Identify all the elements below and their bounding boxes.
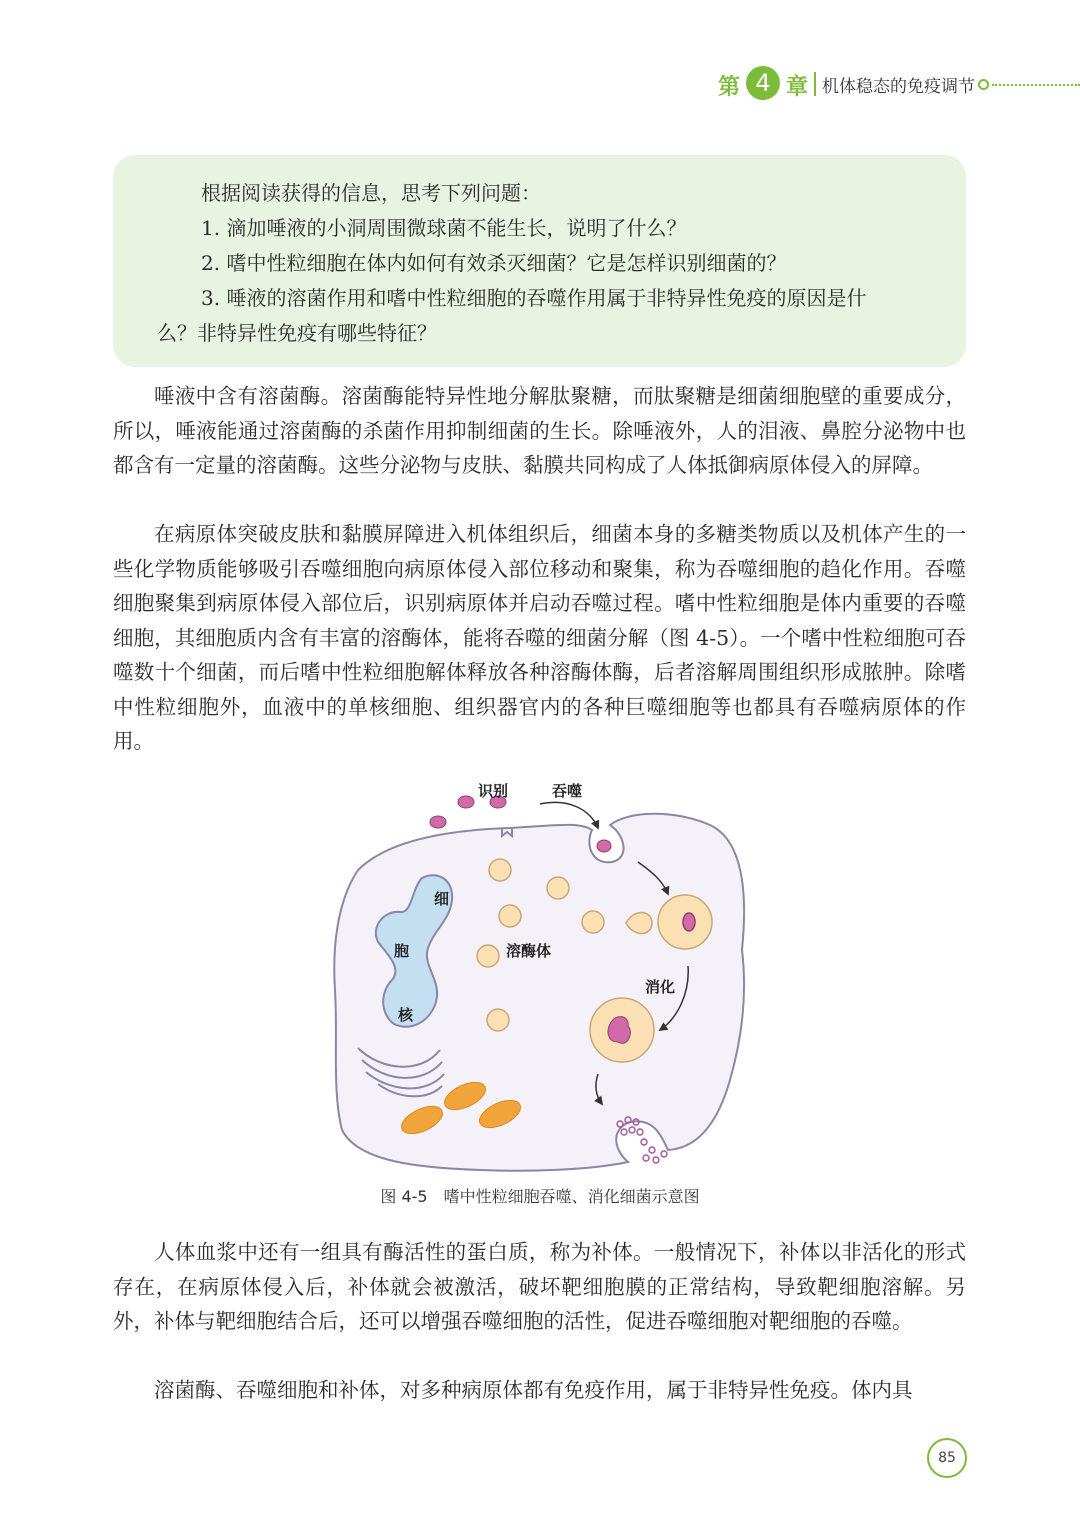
label-engulf: 吞噬 bbox=[552, 782, 583, 800]
paragraph-text: 在病原体突破皮肤和黏膜屏障进入机体组织后，细菌本身的多糖类物质以及机体产生的一些化学物质能够吸引吞噬细胞向病原体侵入部位移动和聚集，称为吞噬细胞的趋化作用。吞噬细胞聚集到病原体侵入部位后，识别病原体并启动吞噬过程。嗜中性粒细胞是体内重要的吞噬细胞，其细胞质内含有丰富的溶酶体，能将吞噬的细菌分解（图 4-5）。一个嗜中性粒细胞可吞噬数十个细菌，而后嗜中性粒细胞解体释放各种溶酶体酶，后者溶解周围组织形成脓肿。除嗜中性粒细胞外，血液中的单核细胞、组织器官内的各种巨噬细胞等也都具有吞噬病原体的作用。 bbox=[113, 522, 966, 753]
label-recognize: 识别 bbox=[478, 782, 509, 800]
question-3-line-2: 么？非特异性免疫有哪些特征？ bbox=[157, 321, 437, 345]
neutrophil-phagocytosis-diagram bbox=[330, 770, 760, 1180]
figure-caption: 图 4-5 嗜中性粒细胞吞噬、消化细菌示意图 bbox=[380, 1187, 700, 1206]
label-nucleus-2: 胞 bbox=[394, 942, 410, 960]
lysosome bbox=[487, 1009, 509, 1031]
bacterium bbox=[430, 816, 446, 828]
bacterium-being-engulfed bbox=[597, 840, 611, 852]
header-dotted-line bbox=[992, 84, 1080, 86]
question-1: 1. 滴加唾液的小洞周围微球菌不能生长，说明了什么？ bbox=[201, 216, 687, 240]
question-2: 2. 嗜中性粒细胞在体内如何有效杀灭细菌？它是怎样识别细菌的？ bbox=[201, 251, 787, 275]
paragraph-complement bbox=[113, 1235, 966, 1339]
paragraph-text: 溶菌酶、吞噬细胞和补体，对多种病原体都有免疫作用，属于非特异性免疫。体内具 bbox=[154, 1378, 913, 1402]
paragraph-text: 人体血浆中还有一组具有酶活性的蛋白质，称为补体。一般情况下，补体以非活化的形式存在，在病原体侵入后，补体就会被激活，破坏靶细胞膜的正常结构，导致靶细胞溶解。另外，补体与靶细胞结合后，还可以增强吞噬细胞的活性，促进吞噬细胞对靶细胞的吞噬。 bbox=[113, 1240, 966, 1333]
label-nucleus-3: 核 bbox=[398, 1006, 414, 1024]
label-nucleus-1: 细 bbox=[434, 890, 450, 908]
lysosome bbox=[547, 877, 569, 899]
lysosome bbox=[489, 859, 511, 881]
chapter-suffix: 章 bbox=[786, 75, 809, 100]
paragraph-nonspecific bbox=[113, 1373, 966, 1408]
question-3-line-1: 3. 唾液的溶菌作用和嗜中性粒细胞的吞噬作用属于非特异性免疫的原因是什 bbox=[201, 286, 867, 310]
paragraph-lysozyme bbox=[113, 379, 966, 483]
bacteria-outside bbox=[430, 796, 506, 828]
page-number: 85 bbox=[927, 1438, 967, 1478]
bacterium bbox=[458, 796, 474, 808]
question-box bbox=[113, 155, 966, 367]
question-intro: 根据阅读获得的信息，思考下列问题： bbox=[201, 181, 541, 205]
paragraph-text: 唾液中含有溶菌酶。溶菌酶能特异性地分解肽聚糖，而肽聚糖是细菌细胞壁的重要成分，所以，唾液能通过溶菌酶的杀菌作用抑制细菌的生长。除唾液外，人的泪液、鼻腔分泌物中也都含有一定量的溶菌酶。这些分泌物与皮肤、黏膜共同构成了人体抵御病原体侵入的屏障。 bbox=[113, 384, 966, 477]
label-lysosome: 溶酶体 bbox=[506, 942, 552, 960]
lysosome bbox=[477, 945, 499, 967]
chapter-prefix: 第 bbox=[718, 75, 741, 100]
chapter-number-badge: 4 bbox=[746, 66, 780, 100]
paragraph-phagocytosis bbox=[113, 517, 966, 759]
header-divider bbox=[814, 72, 816, 96]
header-dot-icon bbox=[978, 79, 989, 90]
lysosome bbox=[582, 911, 604, 933]
chapter-title: 机体稳态的免疫调节 bbox=[822, 77, 975, 97]
label-digest: 消化 bbox=[645, 978, 676, 996]
engulfed-bacterium bbox=[683, 913, 695, 931]
lysosome bbox=[499, 905, 521, 927]
chapter-header bbox=[718, 66, 1080, 106]
